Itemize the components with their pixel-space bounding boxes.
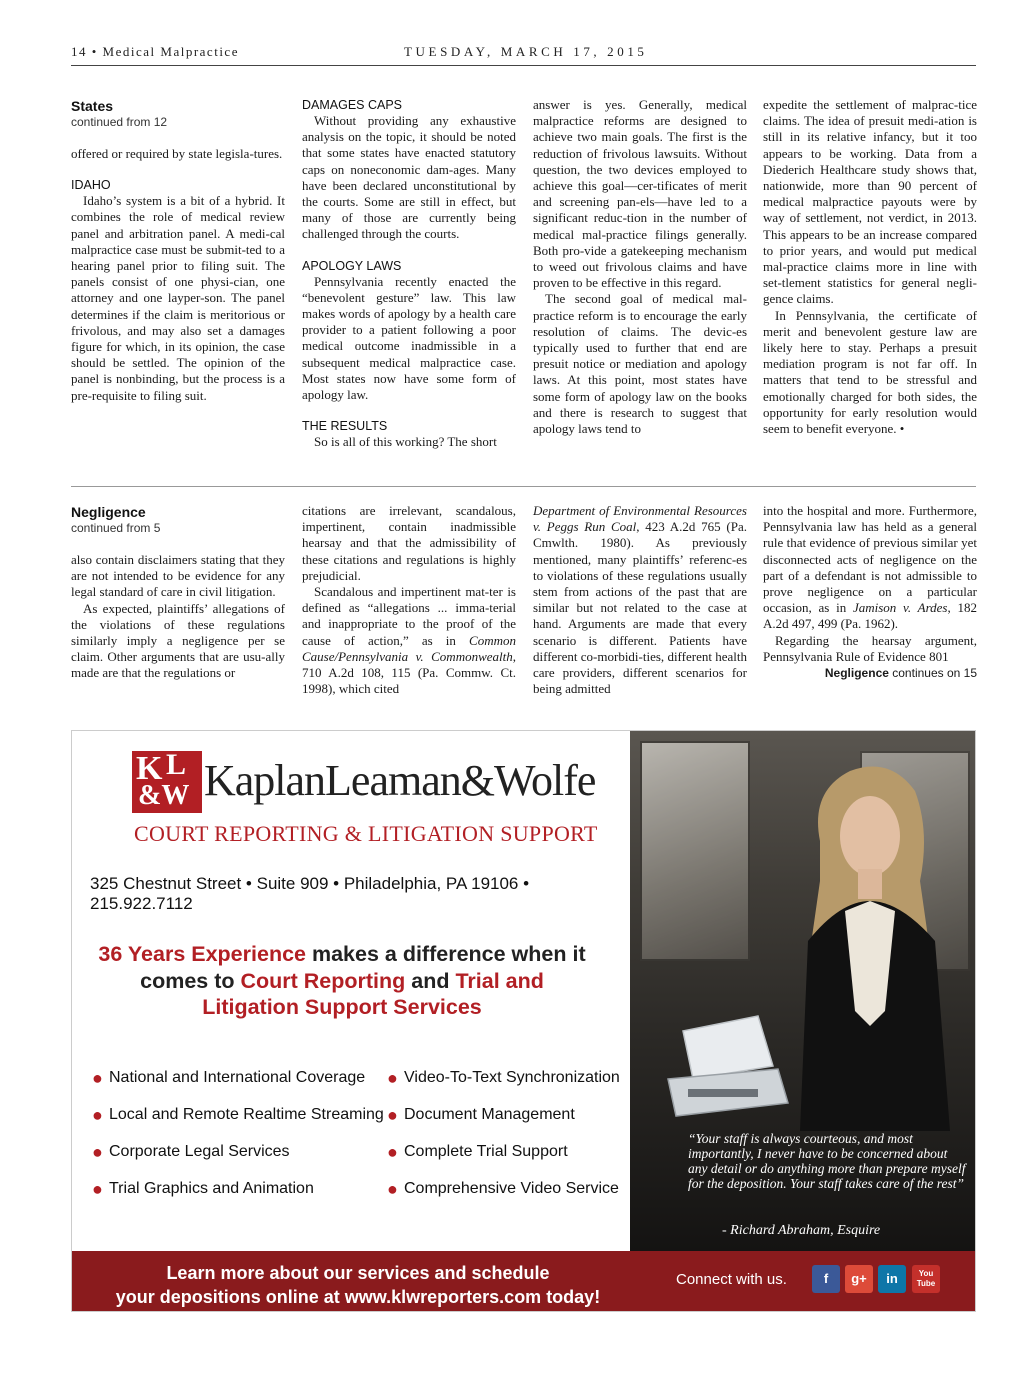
- headline-court-reporting: Court Reporting: [240, 968, 406, 993]
- results-paragraph: So is all of this working? The short: [314, 434, 497, 450]
- stenograph-machine-icon: [648, 1011, 798, 1121]
- states-paragraph: offered or required by state legisla-tures.: [71, 146, 283, 161]
- case-citation-common-cause: Common Cause/Pennsylvania v. Commonwealth: [302, 632, 516, 664]
- case-citation-jamison: Jamison v. Ardes: [852, 600, 948, 616]
- service-item: [387, 1143, 620, 1180]
- negligence-col2-paragraph-1: citations are irrelevant, scandalous, impertinent, contain inadmissible hearsay and that the admissibility of these citations and regulations is highly prejudicial.: [302, 503, 516, 583]
- negligence-col1-paragraph-2: As expected, plaintiffs’ allegations of the violations of these regulations similarly imply a negligence per se claim. Other arguments that are usu-ally made are that the regulations or: [71, 600, 285, 681]
- woman-figure: [780, 751, 960, 1131]
- negligence-column-2: [302, 503, 516, 697]
- page-header: [71, 44, 976, 66]
- service-label: National and International Coverage: [109, 1069, 366, 1086]
- jump-text: continues on 15: [888, 666, 977, 681]
- negligence-title: Negligence: [71, 504, 146, 520]
- google-plus-icon[interactable]: g+: [845, 1265, 873, 1293]
- service-label: Corporate Legal Services: [109, 1143, 290, 1160]
- negligence-col3-paragraph: [533, 503, 747, 697]
- states-column-1: [71, 97, 285, 404]
- negligence-jump-line: [763, 665, 977, 681]
- bullet-icon: ●: [387, 1068, 398, 1088]
- damages-caps-heading: DAMAGES CAPS: [302, 98, 403, 112]
- case-citation-peggs-run: Department of Environmental Resources v. Peggs Run Coal: [533, 503, 747, 535]
- company-tagline: COURT REPORTING & LITIGATION SUPPORT: [134, 821, 598, 846]
- states-title: States: [71, 98, 114, 114]
- headline-years: 36 Years Experience: [98, 942, 306, 966]
- negligence-col4-paragraph-2: Regarding the hearsay argument, Pennsylvania Rule of Evidence 801: [763, 632, 977, 664]
- states-continued: continued from 12: [71, 115, 168, 129]
- ad-photo-woman-with-stenograph: [630, 731, 976, 1251]
- negligence-col2-text-b: , 710 A.2d 108, 115 (Pa. Commw. Ct. 1998), which cited: [302, 648, 516, 697]
- youtube-icon[interactable]: You Tube: [912, 1265, 940, 1293]
- testimonial-author: - Richard Abraham, Esquire: [722, 1223, 881, 1238]
- logo-letter-l: L: [166, 748, 187, 781]
- negligence-col4-text-b: , 182 A.2d 497, 499 (Pa. 1962).: [763, 600, 978, 632]
- headline-text-2: and: [405, 968, 456, 993]
- service-label: Document Management: [404, 1106, 575, 1123]
- bullet-icon: ●: [387, 1105, 398, 1125]
- linkedin-icon[interactable]: in: [878, 1265, 906, 1293]
- results-heading: THE RESULTS: [302, 419, 388, 434]
- ad-content-panel: [72, 731, 630, 1251]
- states-column-2: [302, 97, 516, 450]
- service-item: [387, 1069, 620, 1106]
- klw-logo-mark: [132, 748, 202, 813]
- negligence-col4-text-a: into the hospital and more. Furthermore, Pennsylvania law has held as a general rule that evidence of previous similar yet disconnected acts of negligence on the part of a defendant is not admissible to prove negligence on a particular occasion, as in: [763, 503, 977, 616]
- damages-caps-paragraph: Without providing any exhaustive analysis on the topic, it should be noted that some states have enacted statutory caps on noneconomic dam-ages. Many have been declared unconstitutional by the courts. Some are still in effect, but many of those are currently being challenged through the courts.: [302, 113, 516, 242]
- idaho-heading: IDAHO: [71, 178, 111, 193]
- states-col3-paragraph-1: answer is yes. Generally, medical malpractice reforms are designed to achieve two main goals. The first is the reduction of frivolous lawsuits. Without question, the two devices employed to achieve this goal—cer-tificates of merit and screening pan-els—have led to a significant reduc-tion in the number of medical mal-practice filings generally. Both pro-vide a gatekeeping mechanism to weed out frivolous claims and have proven to be effective in this regard.: [533, 97, 747, 291]
- bullet-icon: ●: [92, 1179, 103, 1199]
- services-list-right: [387, 1069, 620, 1217]
- negligence-col2-text-a: Scandalous and impertinent mat-ter is defined as “allegations ... imma-terial and inappropriate to the proof of the cause of action,” as in: [302, 584, 516, 648]
- bullet-icon: ●: [387, 1142, 398, 1162]
- service-item: [387, 1180, 620, 1217]
- klw-advertisement[interactable]: [71, 730, 976, 1312]
- apology-laws-paragraph: Pennsylvania recently enacted the “benevolent gesture” law. This law makes words of apology by a health care provider to a patient following a poor medical outcome inadmissible in a subsequent medical malpractice case. Most states now have some form of apology law.: [302, 273, 516, 403]
- negligence-column-1: [71, 503, 285, 682]
- article-divider: [71, 486, 976, 487]
- jump-title: Negligence: [824, 666, 889, 681]
- states-col4-paragraph-2: In Pennsylvania, the certificate of merit and benevolent gesture law are likely here to stay. Perhaps a presuit mediation program is not far off. In matters that tend to be stressful and emotionally charged for both sides, the opportunity for early resolution would seem to benefit everyone. •: [763, 307, 977, 437]
- bullet-icon: ●: [92, 1105, 103, 1125]
- background-window: [640, 741, 750, 961]
- apology-laws-heading: APOLOGY LAWS: [302, 258, 402, 273]
- service-item: [387, 1106, 620, 1143]
- states-column-4: [763, 97, 977, 437]
- issue-date: TUESDAY, MARCH 17, 2015: [404, 44, 648, 59]
- ad-cta-banner: [72, 1251, 976, 1312]
- service-item: [92, 1180, 384, 1217]
- bullet-icon: ●: [92, 1142, 103, 1162]
- connect-label: Connect with us.: [676, 1271, 787, 1288]
- facebook-icon[interactable]: f: [812, 1265, 840, 1293]
- negligence-col4-paragraph-1: [763, 503, 977, 633]
- headline-trial-support: Trial and Litigation Support Services: [202, 968, 544, 1019]
- logo-letters-amp-w: &W: [138, 780, 190, 811]
- service-label: Trial Graphics and Animation: [109, 1180, 314, 1197]
- ad-headline: [92, 941, 592, 1021]
- service-item: [92, 1143, 384, 1180]
- company-name: KaplanLeaman&Wolfe: [204, 756, 596, 805]
- service-label: Complete Trial Support: [404, 1143, 568, 1160]
- page-folio: 14 • Medical Malpractice: [71, 44, 239, 59]
- negligence-col3-text: , 423 A.2d 765 (Pa. Cmwlth. 1980). As previously mentioned, many plaintiffs’ referenc-es to violations of these regulations usually stem from actions of the past that are similar but not related to the case at hand. Arguments are made that every scenario is different. Patients have different co-morbidi-ties, different health care providers, different scenarios for being admitted: [533, 519, 747, 697]
- cta-line-2[interactable]: your depositions online at www.klwreporters.com today!: [115, 1287, 601, 1307]
- idaho-paragraph: Idaho’s system is a bit of a hybrid. It combines the role of medical review panel and arbitration panel. A medi-cal malpractice case must be submit-ted to a hearing panel prior to filing suit. The panels consist of one physi-cian, one attorney and one layper-son. The panel determines if the claim is meritorious or frivolous, and may also set a damages figure for which, in its opinion, the case should be settled. The opinion of the panel is nonbinding, but the process is a pre-requisite to filing suit.: [71, 193, 285, 403]
- states-col3-paragraph-2: The second goal of medical mal-practice reform is to encourage the early resolution of claims. The devic-es typically used to further that end are presuit notice or mediation and apology laws. At this point, most states have some form of apology law on the books and there is research to suggest that apology laws tend to: [533, 291, 747, 437]
- states-column-3: [533, 97, 747, 437]
- cta-text[interactable]: [78, 1261, 638, 1309]
- service-label: Local and Remote Realtime Streaming: [109, 1106, 384, 1123]
- service-label: Comprehensive Video Service: [404, 1180, 619, 1197]
- service-item: [92, 1106, 384, 1143]
- headline-text-1: makes a difference when it comes to: [140, 942, 586, 993]
- bullet-icon: ●: [92, 1068, 103, 1088]
- negligence-column-4: [763, 503, 977, 681]
- negligence-column-3: [533, 503, 747, 697]
- negligence-continued: continued from 5: [71, 521, 161, 535]
- states-col4-paragraph-1: expedite the settlement of malprac-tice claims. The idea of presuit medi-ation is still in its relative infancy, but it too appears to be working. Data from a Diederich Healthcare study shows that, nationwide, more than 90 percent of medical malpractice payouts were by way of settlement, not verdict, in 2013. This appears to be an increase compared to prior years, and would put medical mal-practice claims more in line with set-tlement statistics for general negli-gence claims.: [763, 97, 977, 307]
- service-label: Video-To-Text Synchronization: [404, 1069, 620, 1086]
- negligence-col1-paragraph-1: also contain disclaimers stating that they are not intended to be evidence for any legal standard of care in civil litigation.: [71, 552, 285, 600]
- testimonial-quote: “Your staff is always courteous, and most importantly, I never have to be concerned about any detail or do anything more than prepare myself for the deposition. Your staff takes care of the rest”: [688, 1131, 966, 1191]
- cta-line-1: Learn more about our services and schedule: [166, 1263, 550, 1283]
- services-list-left: [92, 1069, 384, 1217]
- bullet-icon: ●: [387, 1179, 398, 1199]
- logo-letter-k: K: [136, 750, 163, 787]
- negligence-col2-paragraph-2: [302, 584, 516, 697]
- company-address: 325 Chestnut Street • Suite 909 • Philadelphia, PA 19106 • 215.922.7112: [90, 874, 530, 913]
- service-item: [92, 1069, 384, 1106]
